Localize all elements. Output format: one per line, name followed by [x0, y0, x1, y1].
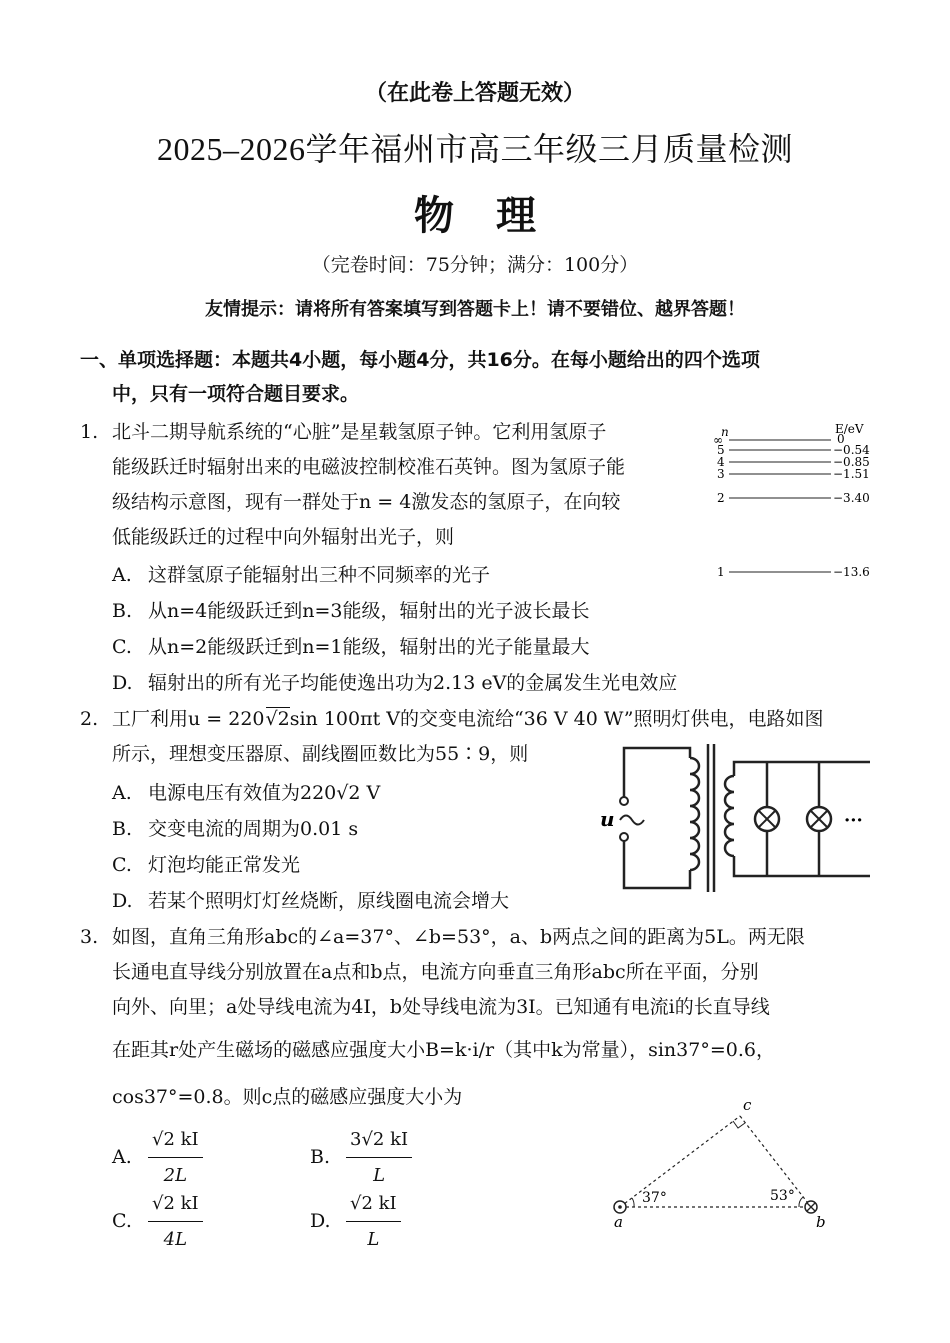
- option-label: A.: [112, 564, 132, 586]
- option-fraction: [148, 1122, 203, 1193]
- question-number: 3.: [80, 926, 99, 948]
- subject-title: 物理: [414, 192, 578, 239]
- option-b: [310, 1122, 412, 1193]
- option-text: 电源电压有效值为220√2 V: [148, 782, 381, 804]
- option-c: [112, 848, 300, 883]
- level-n: ∞: [713, 433, 723, 447]
- question-text-line: 级结构示意图，现有一群处于n = 4激发态的氢原子，在向较: [112, 491, 621, 513]
- question-number: 1.: [80, 421, 99, 443]
- angle-arc-a: [632, 1198, 634, 1207]
- option-label: C.: [112, 854, 132, 876]
- question-text-line: cos37°=0.8。则c点的磁感应强度大小为: [112, 1086, 463, 1108]
- option-label: D.: [310, 1209, 331, 1232]
- option-d: [112, 666, 677, 701]
- question-text-line: 长通电直导线分别放置在a点和b点，电流方向垂直三角形abc所在平面，分别: [112, 961, 759, 983]
- option-text: 交变电流的周期为0.01 s: [148, 818, 359, 840]
- question-text-line: [112, 702, 823, 737]
- option-a: [112, 776, 380, 811]
- option-d: [112, 884, 509, 919]
- angle-a-label: 37°: [642, 1190, 667, 1206]
- fraction-denominator: 4L: [163, 1229, 188, 1250]
- option-a: [112, 1122, 203, 1193]
- level-energy: −1.51: [833, 467, 870, 481]
- question-text-line: 北斗二期导航系统的“心脏”是星载氢原子钟。它利用氢原子: [112, 421, 607, 443]
- option-fraction: [346, 1122, 412, 1193]
- level-n: 2: [717, 491, 725, 505]
- exam-title: 2025–2026学年福州市高三年级三月质量检测: [156, 131, 793, 167]
- fraction-numerator: 3√2 kI: [346, 1122, 412, 1158]
- option-label: D.: [112, 672, 133, 694]
- more-lamps-ellipsis: ···: [844, 810, 863, 831]
- option-c: [112, 1186, 203, 1257]
- source-terminal-icon: [620, 833, 628, 841]
- level-energy: 0: [837, 432, 845, 446]
- option-text: 从n=4能级跃迁到n=3能级，辐射出的光子波长最长: [148, 600, 590, 622]
- fraction-numerator: √2 kI: [346, 1186, 401, 1222]
- question-number: 2.: [80, 708, 99, 730]
- point-a-label: a: [614, 1213, 623, 1231]
- fraction-denominator: L: [373, 1165, 386, 1186]
- option-label: B.: [112, 600, 133, 622]
- energy-header: E/eV: [835, 422, 864, 436]
- option-label: B.: [112, 818, 133, 840]
- level-energy: −0.54: [833, 443, 870, 457]
- q2-text-start: 工厂利用u = 220: [112, 708, 265, 730]
- secondary-wire-top: [734, 762, 870, 776]
- primary-wire-top: [624, 748, 690, 798]
- ac-tilde-icon: [620, 816, 644, 825]
- level-n: 1: [717, 565, 725, 579]
- option-text: 若某个照明灯灯丝烧断，原线圈电流会增大: [148, 890, 510, 912]
- question-text-line: 向外、向里；a处导线电流为4I，b处导线电流为3I。已知通有电流i的长直导线: [112, 996, 770, 1018]
- option-text: 从n=2能级跃迁到n=1能级，辐射出的光子能量最大: [148, 636, 590, 658]
- level-energy: −0.85: [833, 455, 870, 469]
- option-a: [112, 558, 490, 593]
- side-ac: [620, 1116, 740, 1207]
- question-text-line: 能级跃迁时辐射出来的电磁波控制校准石英钟。图为氢原子能: [112, 456, 626, 478]
- angle-arc-b: [799, 1197, 803, 1207]
- option-label: A.: [112, 1145, 132, 1168]
- section-heading-line2: 中，只有一项符合题目要求。: [112, 383, 360, 405]
- fraction-denominator: L: [367, 1229, 380, 1250]
- option-text: 辐射出的所有光子均能使逸出功为2.13 eV的金属发生光电效应: [148, 672, 678, 694]
- level-n: 4: [717, 455, 725, 469]
- option-fraction: [148, 1186, 203, 1257]
- question-text-line: 在距其r处产生磁场的磁感应强度大小B=k·i/r（其中k为常量），sin37°=0.6，: [112, 1039, 775, 1061]
- section-heading-line1: 一、单项选择题：本题共4小题，每小题4分，共16分。在每小题给出的四个选项: [80, 349, 760, 371]
- question-text-line: 低能级跃迁的过程中向外辐射出光子，则: [112, 526, 455, 548]
- option-label: A.: [112, 782, 132, 804]
- energy-level-diagram: [705, 418, 885, 588]
- reminder: 友情提示：请将所有答案填写到答题卡上！请不要错位、越界答题！: [205, 299, 745, 320]
- option-text: 灯泡均能正常发光: [148, 854, 301, 876]
- option-b: [112, 812, 358, 847]
- option-label: C.: [112, 636, 132, 658]
- fraction-numerator: √2 kI: [148, 1122, 203, 1158]
- option-text: 这群氢原子能辐射出三种不同频率的光子: [148, 564, 491, 586]
- source-terminal-icon: [620, 797, 628, 805]
- fraction-numerator: √2 kI: [148, 1186, 203, 1222]
- triangle-figure: [600, 1092, 840, 1232]
- level-energy: −3.40: [833, 491, 870, 505]
- exam-notice: （在此卷上答题无效）: [364, 80, 585, 106]
- level-n: 5: [717, 443, 725, 457]
- point-b-label: b: [816, 1213, 826, 1231]
- angle-b-label: 53°: [770, 1188, 795, 1204]
- section-heading: [80, 343, 880, 411]
- sqrt-radicand: √2: [265, 708, 290, 730]
- option-b: [112, 594, 590, 629]
- sqrt-value: 2: [277, 708, 290, 730]
- primary-wire-bottom: [624, 840, 690, 888]
- option-label: B.: [310, 1145, 331, 1168]
- option-c: [112, 630, 590, 665]
- level-energy: −13.6: [833, 565, 870, 579]
- current-out-dot: [618, 1205, 622, 1209]
- question-text-line: 如图，直角三角形abc的∠a=37°、∠b=53°，a、b两点之间的距离为5L。两无限: [112, 926, 805, 948]
- fraction-denominator: 2L: [163, 1165, 188, 1186]
- q2-text-end: sin 100πt V的交变电流给“36 V 40 W”照明灯供电，电路如图: [289, 708, 824, 730]
- level-n: 3: [717, 467, 725, 481]
- time-info: （完卷时间：75分钟；满分：100分）: [311, 254, 639, 276]
- transformer-circuit: [594, 740, 874, 898]
- right-angle-mark: [733, 1121, 745, 1128]
- primary-coil: [690, 758, 699, 870]
- point-c-label: c: [743, 1096, 752, 1114]
- option-d: [310, 1186, 401, 1257]
- option-fraction: [346, 1186, 401, 1257]
- secondary-coil: [725, 776, 734, 856]
- option-label: C.: [112, 1209, 132, 1232]
- option-label: D.: [112, 890, 133, 912]
- secondary-wire-bottom: [734, 856, 870, 876]
- n-header: n: [721, 425, 729, 439]
- question-text-line: 所示，理想变压器原、副线圈匝数比为55∶9，则: [112, 743, 529, 765]
- source-label: u: [600, 807, 615, 831]
